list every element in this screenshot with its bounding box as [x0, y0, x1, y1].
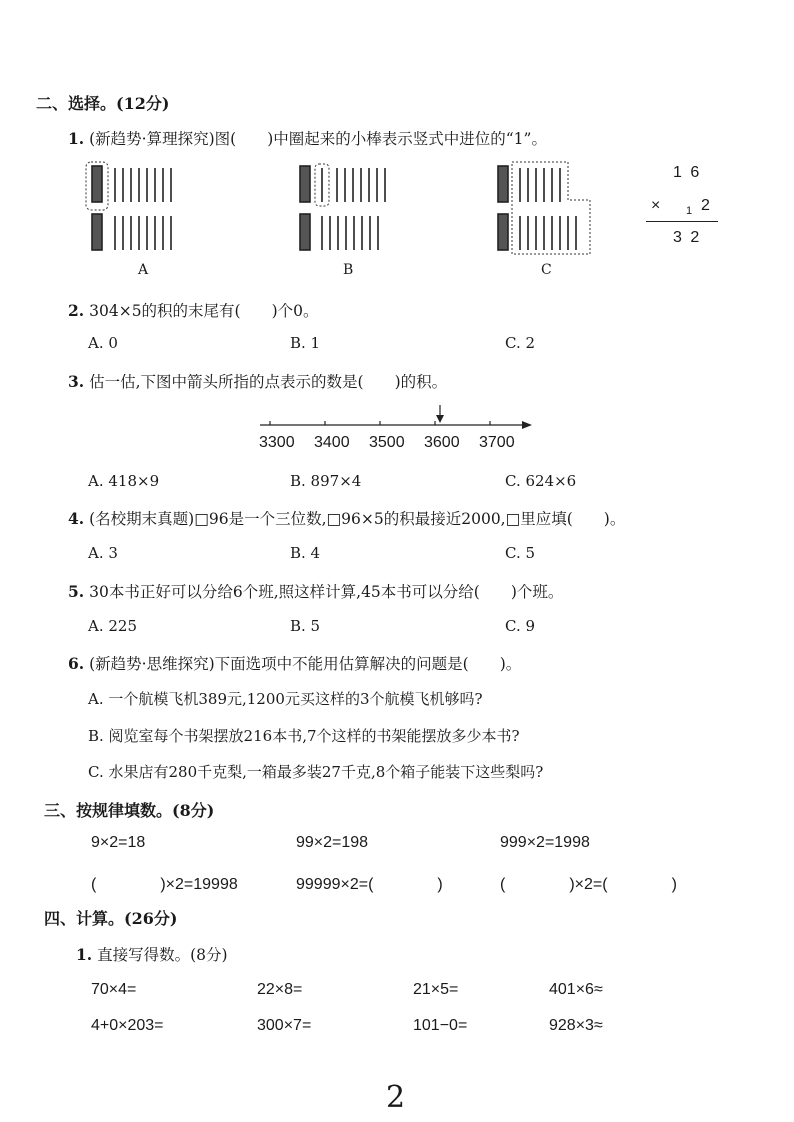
question-6-text: (新趋势·思维探究)下面选项中不能用估算解决的问题是( )。 [89, 655, 522, 673]
tick-label-3400: 3400 [314, 434, 350, 451]
q2-option-a[interactable]: A. 0 [88, 334, 118, 352]
pattern-row2-item3[interactable]: ( )×2=( ) [500, 876, 677, 893]
q4-option-a[interactable]: A. 3 [88, 544, 118, 562]
q2-option-b[interactable]: B. 1 [290, 334, 321, 352]
section-title-choice: 二、选择。(12分) [36, 94, 170, 113]
question-2-text: 304×5的积的末尾有( )个0。 [89, 302, 319, 320]
question-3-text: 估一估,下图中箭头所指的点表示的数是( )的积。 [89, 373, 448, 391]
question-4-number: 4. [68, 509, 85, 528]
calc-row2-item2[interactable]: 300×7= [257, 1017, 312, 1034]
calc-subquestion-1 [76, 943, 228, 965]
pattern-row2-item1[interactable]: ( )×2=19998 [91, 876, 238, 893]
number-line [260, 405, 540, 435]
figure-b-sticks [294, 160, 404, 260]
tick-label-3500: 3500 [369, 434, 405, 451]
question-1 [68, 127, 547, 149]
q5-option-a[interactable]: A. 225 [88, 617, 137, 635]
q2-option-c[interactable]: C. 2 [505, 334, 536, 352]
calc-row2-item3[interactable]: 101−0= [413, 1017, 468, 1034]
question-4-text: (名校期末真题)□96是一个三位数,□96×5的积最接近2000,□里应填( )。 [89, 510, 626, 528]
figure-c-label: C [541, 262, 552, 278]
figure-b-label: B [343, 262, 354, 278]
question-2-number: 2. [68, 301, 85, 320]
section-title-calculation: 四、计算。(26分) [44, 909, 178, 928]
page-number: 2 [386, 1080, 406, 1115]
q3-option-c[interactable]: C. 624×6 [505, 472, 577, 490]
question-3-number: 3. [68, 372, 85, 391]
q3-option-b[interactable]: B. 897×4 [290, 472, 362, 490]
q6-option-b[interactable]: B. 阅览室每个书架摆放216本书,7个这样的书架能摆放多少本书? [88, 727, 520, 745]
q5-option-b[interactable]: B. 5 [290, 617, 321, 635]
pattern-row2-item2[interactable]: 99999×2=( ) [296, 876, 443, 893]
vertical-result: 3 2 [673, 229, 702, 246]
vertical-carry-digit: 1 [686, 205, 693, 217]
q5-option-c[interactable]: C. 9 [505, 617, 536, 635]
figure-a-sticks [84, 160, 194, 260]
figure-a-label: A [138, 262, 149, 278]
vertical-top-number: 1 6 [673, 164, 702, 181]
q4-option-c[interactable]: C. 5 [505, 544, 536, 562]
pattern-row1-item2: 99×2=198 [296, 834, 369, 851]
calc-row1-item4[interactable]: 401×6≈ [549, 981, 603, 998]
q6-option-c[interactable]: C. 水果店有280千克梨,一箱最多装27千克,8个箱子能装下这些梨吗? [88, 763, 544, 781]
q6-option-a[interactable]: A. 一个航模飞机389元,1200元买这样的3个航模飞机够吗? [88, 690, 483, 708]
pattern-row1-item3: 999×2=1998 [500, 834, 590, 851]
calc-row1-item1[interactable]: 70×4= [91, 981, 137, 998]
question-2 [68, 299, 319, 321]
vertical-multiply-sign: × [651, 197, 661, 214]
question-4 [68, 507, 625, 529]
q4-option-b[interactable]: B. 4 [290, 544, 321, 562]
calc-sub1-number: 1. [76, 945, 93, 964]
calc-sub1-text: 直接写得数。(8分) [97, 946, 228, 964]
section-title-pattern: 三、按规律填数。(8分) [44, 801, 215, 820]
question-3 [68, 370, 447, 392]
question-6-number: 6. [68, 654, 85, 673]
calc-row2-item4[interactable]: 928×3≈ [549, 1017, 603, 1034]
calc-row1-item2[interactable]: 22×8= [257, 981, 303, 998]
figure-c-sticks [494, 158, 594, 260]
calc-row1-item3[interactable]: 21×5= [413, 981, 459, 998]
pattern-row1-item1: 9×2=18 [91, 834, 146, 851]
vertical-multiplier: 2 [701, 197, 710, 214]
tick-label-3600: 3600 [424, 434, 460, 451]
question-5-number: 5. [68, 582, 85, 601]
question-5 [68, 580, 563, 602]
question-1-number: 1. [68, 129, 85, 148]
tick-label-3700: 3700 [479, 434, 515, 451]
q3-option-a[interactable]: A. 418×9 [88, 472, 160, 490]
question-5-text: 30本书正好可以分给6个班,照这样计算,45本书可以分给( )个班。 [89, 583, 564, 601]
tick-label-3300: 3300 [259, 434, 295, 451]
calc-row2-item1[interactable]: 4+0×203= [91, 1017, 164, 1034]
vertical-rule [646, 221, 718, 222]
question-1-text: (新趋势·算理探究)图( )中圈起来的小棒表示竖式中进位的“1”。 [89, 130, 547, 148]
question-6 [68, 652, 521, 674]
